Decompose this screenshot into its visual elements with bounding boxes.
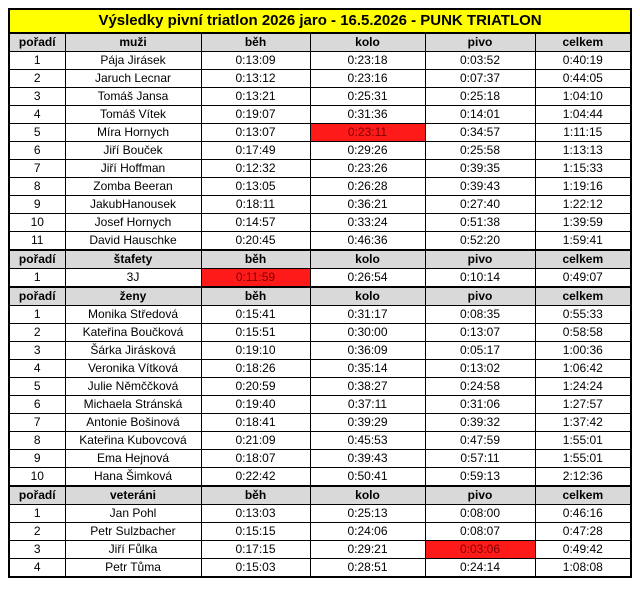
section-label: veteráni [65,486,201,505]
total-cell: 1:24:24 [535,378,631,396]
table-row [9,52,631,70]
total-cell: 1:37:42 [535,414,631,432]
rank-cell: 3 [9,342,65,360]
total-cell: 1:13:13 [535,142,631,160]
bike-cell: 0:23:16 [310,70,425,88]
run-cell: 0:20:59 [201,378,310,396]
name-cell: Josef Hornych [65,214,201,232]
rank-cell: 8 [9,178,65,196]
table-row [9,306,631,324]
rank-cell: 1 [9,269,65,288]
beer-cell: 0:47:59 [425,432,535,450]
run-cell: 0:20:45 [201,232,310,251]
name-cell: Kateřina Kubovcová [65,432,201,450]
rank-cell: 10 [9,214,65,232]
name-cell: Jiří Bouček [65,142,201,160]
total-cell: 1:04:44 [535,106,631,124]
total-cell: 1:55:01 [535,432,631,450]
beer-cell: 0:08:00 [425,505,535,523]
table-row [9,160,631,178]
bike-cell: 0:25:13 [310,505,425,523]
name-cell: Jan Pohl [65,505,201,523]
section-header-row [9,250,631,269]
results-table [8,8,632,578]
section-header-row [9,33,631,52]
bike-cell: 0:35:14 [310,360,425,378]
rank-cell: 6 [9,396,65,414]
total-header: celkem [535,486,631,505]
run-header: běh [201,287,310,306]
beer-cell: 0:13:07 [425,324,535,342]
bike-cell: 0:45:53 [310,432,425,450]
rank-cell: 1 [9,306,65,324]
bike-cell: 0:31:17 [310,306,425,324]
table-row [9,450,631,468]
beer-cell: 0:03:06 [425,541,535,559]
table-row [9,468,631,487]
total-cell: 0:47:28 [535,523,631,541]
beer-header: pivo [425,287,535,306]
run-cell: 0:15:03 [201,559,310,578]
bike-cell: 0:46:36 [310,232,425,251]
run-cell: 0:22:42 [201,468,310,487]
rank-header: pořadí [9,33,65,52]
name-cell: Petr Sulzbacher [65,523,201,541]
table-row [9,232,631,251]
run-cell: 0:14:57 [201,214,310,232]
run-cell: 0:19:10 [201,342,310,360]
table-row [9,342,631,360]
beer-cell: 0:10:14 [425,269,535,288]
bike-header: kolo [310,250,425,269]
name-cell: Tomáš Vítek [65,106,201,124]
total-cell: 1:39:59 [535,214,631,232]
rank-cell: 3 [9,541,65,559]
run-cell: 0:21:09 [201,432,310,450]
beer-cell: 0:03:52 [425,52,535,70]
run-header: běh [201,250,310,269]
run-cell: 0:13:07 [201,124,310,142]
table-row [9,378,631,396]
beer-cell: 0:51:38 [425,214,535,232]
run-cell: 0:17:15 [201,541,310,559]
table-row [9,70,631,88]
run-cell: 0:12:32 [201,160,310,178]
name-cell: Ema Hejnová [65,450,201,468]
rank-cell: 5 [9,124,65,142]
beer-cell: 0:08:35 [425,306,535,324]
bike-cell: 0:31:36 [310,106,425,124]
rank-cell: 10 [9,468,65,487]
run-cell: 0:13:05 [201,178,310,196]
total-cell: 0:40:19 [535,52,631,70]
run-cell: 0:13:21 [201,88,310,106]
rank-cell: 4 [9,360,65,378]
rank-cell: 5 [9,378,65,396]
rank-cell: 9 [9,450,65,468]
total-header: celkem [535,287,631,306]
table-row [9,196,631,214]
run-cell: 0:17:49 [201,142,310,160]
total-cell: 1:15:33 [535,160,631,178]
name-cell: Míra Hornych [65,124,201,142]
total-header: celkem [535,250,631,269]
section-header-row [9,486,631,505]
total-cell: 1:27:57 [535,396,631,414]
bike-cell: 0:23:11 [310,124,425,142]
name-cell: Julie Němččková [65,378,201,396]
beer-cell: 0:52:20 [425,232,535,251]
run-cell: 0:18:26 [201,360,310,378]
bike-cell: 0:38:27 [310,378,425,396]
name-cell: Tomáš Jansa [65,88,201,106]
bike-cell: 0:50:41 [310,468,425,487]
table-row [9,324,631,342]
name-cell: Jaruch Lecnar [65,70,201,88]
table-row [9,432,631,450]
table-row [9,559,631,578]
bike-cell: 0:39:43 [310,450,425,468]
total-cell: 2:12:36 [535,468,631,487]
name-cell: Jiří Hoffman [65,160,201,178]
total-cell: 0:49:42 [535,541,631,559]
name-cell: Kateřina Boučková [65,324,201,342]
bike-cell: 0:36:21 [310,196,425,214]
table-row [9,360,631,378]
bike-cell: 0:24:06 [310,523,425,541]
page-title: Výsledky pivní triatlon 2026 jaro - 16.5.2026 - PUNK TRIATLON [9,9,631,33]
total-cell: 1:55:01 [535,450,631,468]
beer-cell: 0:27:40 [425,196,535,214]
total-cell: 0:44:05 [535,70,631,88]
table-row [9,178,631,196]
total-cell: 0:46:16 [535,505,631,523]
rank-cell: 11 [9,232,65,251]
run-cell: 0:19:07 [201,106,310,124]
beer-cell: 0:05:17 [425,342,535,360]
total-cell: 1:06:42 [535,360,631,378]
name-cell: Šárka Jirásková [65,342,201,360]
bike-cell: 0:33:24 [310,214,425,232]
table-row [9,505,631,523]
total-cell: 1:00:36 [535,342,631,360]
total-cell: 1:11:15 [535,124,631,142]
beer-cell: 0:08:07 [425,523,535,541]
title-row [9,9,631,33]
total-cell: 0:49:07 [535,269,631,288]
table-row [9,142,631,160]
run-cell: 0:15:41 [201,306,310,324]
run-cell: 0:15:15 [201,523,310,541]
bike-header: kolo [310,33,425,52]
beer-cell: 0:34:57 [425,124,535,142]
run-cell: 0:15:51 [201,324,310,342]
bike-cell: 0:26:54 [310,269,425,288]
name-cell: Hana Šimková [65,468,201,487]
run-header: běh [201,486,310,505]
name-cell: David Hauschke [65,232,201,251]
section-label: ženy [65,287,201,306]
rank-header: pořadí [9,250,65,269]
beer-cell: 0:39:43 [425,178,535,196]
beer-cell: 0:24:14 [425,559,535,578]
table-row [9,396,631,414]
rank-cell: 2 [9,324,65,342]
beer-cell: 0:14:01 [425,106,535,124]
rank-cell: 3 [9,88,65,106]
total-cell: 1:22:12 [535,196,631,214]
total-cell: 1:59:41 [535,232,631,251]
rank-cell: 7 [9,160,65,178]
bike-cell: 0:36:09 [310,342,425,360]
rank-cell: 9 [9,196,65,214]
rank-header: pořadí [9,287,65,306]
beer-cell: 0:57:11 [425,450,535,468]
beer-cell: 0:39:32 [425,414,535,432]
total-cell: 0:55:33 [535,306,631,324]
rank-cell: 4 [9,106,65,124]
table-row [9,269,631,288]
name-cell: 3J [65,269,201,288]
bike-header: kolo [310,486,425,505]
bike-cell: 0:28:51 [310,559,425,578]
rank-cell: 2 [9,523,65,541]
beer-cell: 0:24:58 [425,378,535,396]
run-cell: 0:11:59 [201,269,310,288]
bike-header: kolo [310,287,425,306]
bike-cell: 0:29:21 [310,541,425,559]
table-row [9,106,631,124]
run-cell: 0:18:11 [201,196,310,214]
table-row [9,541,631,559]
rank-header: pořadí [9,486,65,505]
name-cell: Veronika Vítková [65,360,201,378]
beer-cell: 0:07:37 [425,70,535,88]
total-cell: 1:19:16 [535,178,631,196]
name-cell: Jiří Fůlka [65,541,201,559]
rank-cell: 1 [9,505,65,523]
section-label: štafety [65,250,201,269]
section-label: muži [65,33,201,52]
beer-header: pivo [425,33,535,52]
rank-cell: 8 [9,432,65,450]
total-cell: 1:04:10 [535,88,631,106]
name-cell: Monika Středová [65,306,201,324]
table-row [9,523,631,541]
section-header-row [9,287,631,306]
total-cell: 0:58:58 [535,324,631,342]
rank-cell: 6 [9,142,65,160]
results-sheet [8,8,630,578]
run-cell: 0:13:12 [201,70,310,88]
rank-cell: 2 [9,70,65,88]
bike-cell: 0:23:18 [310,52,425,70]
bike-cell: 0:39:29 [310,414,425,432]
table-row [9,88,631,106]
bike-cell: 0:29:26 [310,142,425,160]
bike-cell: 0:37:11 [310,396,425,414]
beer-header: pivo [425,486,535,505]
name-cell: Antonie Bošinová [65,414,201,432]
beer-cell: 0:25:18 [425,88,535,106]
bike-cell: 0:25:31 [310,88,425,106]
run-cell: 0:18:41 [201,414,310,432]
name-cell: Pája Jirásek [65,52,201,70]
rank-cell: 7 [9,414,65,432]
run-cell: 0:19:40 [201,396,310,414]
beer-cell: 0:59:13 [425,468,535,487]
bike-cell: 0:26:28 [310,178,425,196]
rank-cell: 4 [9,559,65,578]
table-row [9,124,631,142]
total-cell: 1:08:08 [535,559,631,578]
name-cell: Michaela Stránská [65,396,201,414]
run-cell: 0:18:07 [201,450,310,468]
name-cell: Petr Tůma [65,559,201,578]
bike-cell: 0:23:26 [310,160,425,178]
name-cell: Zomba Beeran [65,178,201,196]
beer-cell: 0:31:06 [425,396,535,414]
total-header: celkem [535,33,631,52]
run-cell: 0:13:03 [201,505,310,523]
run-cell: 0:13:09 [201,52,310,70]
bike-cell: 0:30:00 [310,324,425,342]
beer-cell: 0:39:35 [425,160,535,178]
beer-header: pivo [425,250,535,269]
beer-cell: 0:25:58 [425,142,535,160]
run-header: běh [201,33,310,52]
table-row [9,214,631,232]
rank-cell: 1 [9,52,65,70]
table-row [9,414,631,432]
name-cell: JakubHanousek [65,196,201,214]
beer-cell: 0:13:02 [425,360,535,378]
